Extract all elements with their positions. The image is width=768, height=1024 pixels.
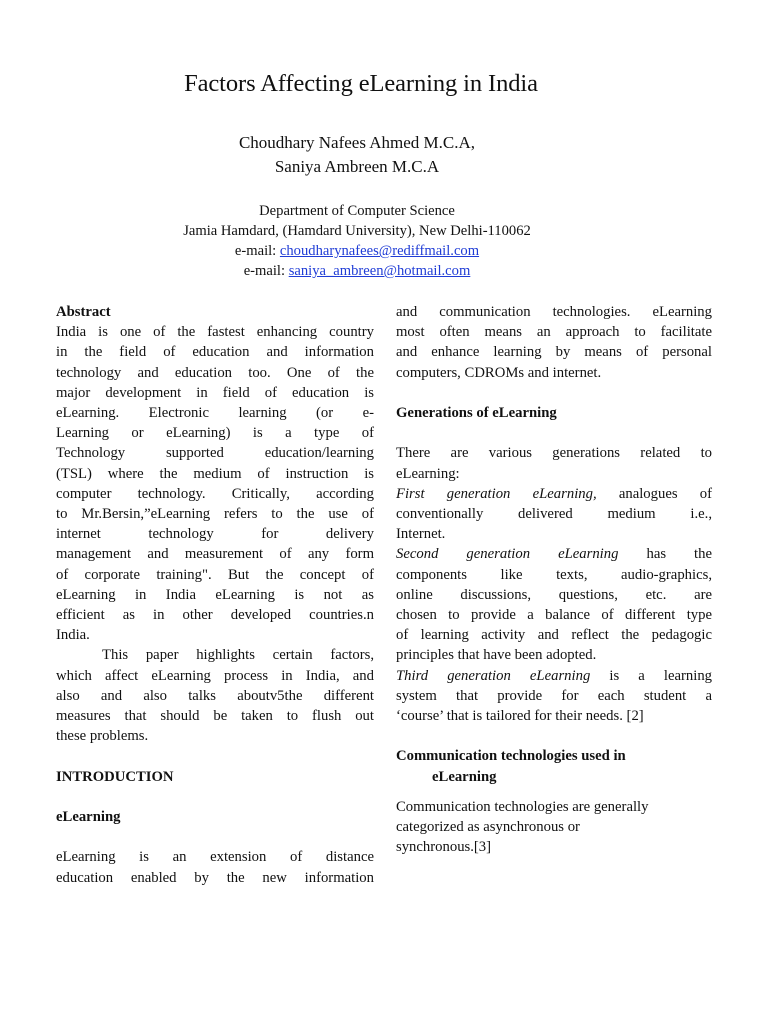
- second-generation-line: components like texts, audio-graphics,: [396, 566, 712, 583]
- email-label: e-mail:: [243, 263, 286, 279]
- generations-heading: Generations of eLearning: [396, 405, 557, 421]
- elearning-line: education enabled by the new information: [56, 869, 374, 886]
- continued-line: and enhance learning by means of personal: [396, 344, 712, 361]
- abstract-line: eLearning. Electronic learning (or e-: [56, 405, 374, 422]
- abstract-line: (TSL) where the medium of instruction is: [56, 465, 374, 482]
- paper-title: Factors Affecting eLearning in India: [184, 70, 538, 97]
- second-generation-line: chosen to provide a balance of different type: [396, 607, 712, 624]
- abstract-line: India.: [56, 627, 90, 644]
- para2-line: which affect eLearning process in India, and: [56, 667, 374, 684]
- para2-line: This paper highlights certain factors,: [102, 647, 374, 664]
- second-generation-text: has the: [646, 546, 712, 563]
- continued-line: and communication technologies. eLearning: [396, 304, 712, 320]
- third-generation-label: Third generation eLearning: [396, 667, 591, 684]
- abstract-line: major development in field of education is: [56, 384, 374, 401]
- abstract-line: of corporate training". But the concept of: [56, 566, 374, 583]
- para2-line: measures that should be taken to flush out: [56, 708, 374, 725]
- third-generation-text: is a learning: [609, 667, 713, 684]
- second-generation-line: of learning activity and reflect the pedagogic: [396, 627, 712, 644]
- first-generation-label: First generation eLearning,: [396, 485, 597, 502]
- continued-line: computers, CDROMs and internet.: [396, 364, 602, 381]
- email-line-2: [0, 263, 714, 280]
- university: Jamia Hamdard, (Hamdard University), New Delhi-110062: [183, 223, 531, 239]
- para2-line: also and also talks aboutv5the different: [56, 687, 374, 704]
- communication-line: Communication technologies are generally: [396, 798, 649, 815]
- first-generation-line: [396, 484, 712, 504]
- email-label: e-mail:: [234, 243, 277, 259]
- abstract-line: Technology supported education/learning: [56, 445, 374, 462]
- email-link-1[interactable]: choudharynafees@rediffmail.com: [279, 243, 480, 259]
- email-link-2[interactable]: saniya_ambreen@hotmail.com: [288, 263, 471, 279]
- author-2: Saniya Ambreen M.C.A: [274, 157, 440, 176]
- left-column: [56, 302, 374, 888]
- email-line-1: [0, 243, 714, 260]
- second-generation-line: [396, 544, 712, 564]
- abstract-line: to Mr.Bersin,”eLearning refers to the use of: [56, 506, 374, 523]
- communication-line: categorized as asynchronous or: [396, 819, 580, 836]
- first-generation-text: analogues of: [618, 485, 713, 502]
- second-generation-line: online discussions, questions, etc. are: [396, 586, 712, 603]
- para2-line: these problems.: [56, 728, 149, 745]
- department: Department of Computer Science: [259, 203, 455, 219]
- abstract-line: in the field of education and information: [56, 344, 374, 361]
- third-generation-line: ‘course’ that is tailored for their needs. [2]: [396, 708, 644, 725]
- abstract-line: management and measurement of any form: [56, 546, 374, 563]
- first-generation-line: conventionally delivered medium i.e.,: [396, 506, 712, 522]
- abstract-line: computer technology. Critically, according: [56, 485, 374, 502]
- first-generation-line: Internet.: [396, 526, 446, 543]
- third-generation-line: [396, 666, 712, 686]
- author-1: Choudhary Nafees Ahmed M.C.A,: [238, 133, 476, 152]
- communication-heading: Communication technologies used in: [396, 748, 626, 765]
- second-generation-label: Second generation eLearning: [396, 546, 619, 563]
- abstract-line: internet technology for delivery: [56, 526, 374, 543]
- elearning-heading: eLearning: [56, 809, 121, 826]
- abstract-line: Learning or eLearning) is a type of: [56, 425, 374, 442]
- second-generation-line: principles that have been adopted.: [396, 647, 597, 664]
- introduction-heading: INTRODUCTION: [56, 768, 174, 785]
- abstract-line: India is one of the fastest enhancing country: [56, 324, 374, 341]
- generations-intro-line: eLearning:: [396, 465, 460, 482]
- abstract-line: technology and education too. One of the: [56, 364, 374, 381]
- right-column: [396, 302, 712, 857]
- communication-line: synchronous.[3]: [396, 839, 492, 856]
- elearning-line: eLearning is an extension of distance: [56, 849, 374, 866]
- third-generation-line: system that provide for each student a: [396, 687, 712, 704]
- communication-heading-cont: eLearning: [432, 768, 497, 785]
- abstract-heading: Abstract: [56, 304, 111, 320]
- generations-intro-line: There are various generations related to: [396, 445, 712, 462]
- abstract-line: eLearning in India eLearning is not as: [56, 586, 374, 603]
- abstract-line: efficient as in other developed countries.n: [56, 607, 374, 624]
- continued-line: most often means an approach to facilitate: [396, 324, 712, 341]
